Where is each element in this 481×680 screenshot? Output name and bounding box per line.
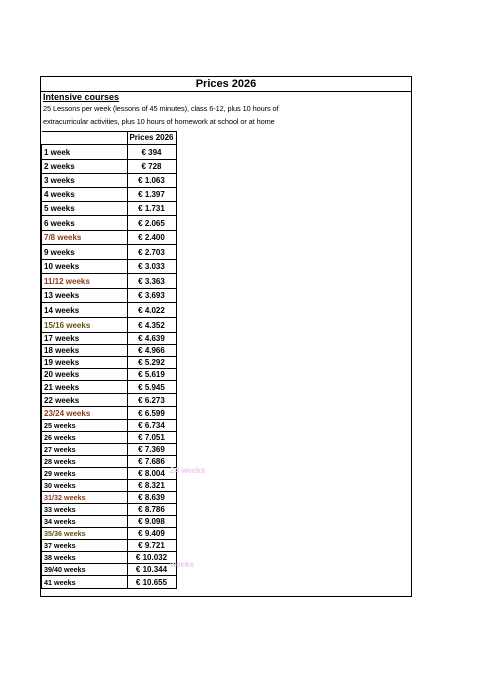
price-cell: € 394 xyxy=(127,145,176,160)
price-cell: € 2.065 xyxy=(127,216,176,231)
table-row xyxy=(42,289,177,303)
price-cell: € 10.655 xyxy=(127,576,176,589)
table-row xyxy=(42,188,177,202)
price-cell: € 10.344 xyxy=(127,564,176,576)
table-row xyxy=(42,564,177,576)
table-row xyxy=(42,202,177,216)
price-cell: € 10.032 xyxy=(127,552,176,564)
weeks-cell: 5 weeks xyxy=(42,202,128,216)
weeks-cell: 11/12 weeks xyxy=(42,274,128,289)
weeks-cell: 39/40 weeks xyxy=(42,564,128,576)
weeks-cell: 13 weeks xyxy=(42,289,128,303)
price-table xyxy=(41,131,177,589)
price-cell: € 728 xyxy=(127,160,176,174)
course-type-heading: Intensive courses xyxy=(43,92,120,102)
price-cell: € 5.619 xyxy=(127,369,176,381)
table-row xyxy=(42,333,177,345)
table-row xyxy=(42,318,177,333)
weeks-cell: 23/24 weeks xyxy=(42,407,128,420)
table-row xyxy=(42,407,177,420)
header-price-cell xyxy=(127,132,176,145)
table-row xyxy=(42,504,177,516)
price-cell: € 2.703 xyxy=(127,245,176,260)
price-cell: € 4.022 xyxy=(127,303,176,318)
price-cell: € 1.063 xyxy=(127,174,176,188)
weeks-cell: 18 weeks xyxy=(42,345,128,357)
price-cell: € 7.369 xyxy=(127,444,176,456)
table-header-row xyxy=(42,132,177,145)
table-row xyxy=(42,432,177,444)
weeks-cell: 3 weeks xyxy=(42,174,128,188)
price-cell: € 6.599 xyxy=(127,407,176,420)
header-weeks-cell xyxy=(42,132,128,145)
weeks-cell: 34 weeks xyxy=(42,516,128,528)
price-cell: € 7.051 xyxy=(127,432,176,444)
table-row xyxy=(42,174,177,188)
weeks-cell: 1 week xyxy=(42,145,128,160)
weeks-cell: 21 weeks xyxy=(42,381,128,394)
weeks-cell: 20 weeks xyxy=(42,369,128,381)
weeks-cell: 26 weeks xyxy=(42,432,128,444)
price-cell: € 6.273 xyxy=(127,394,176,407)
weeks-cell: 22 weeks xyxy=(42,394,128,407)
course-description: 25 Lessons per week (lessons of 45 minutes), class 6-12, plus 10 hours of extracurricular activities, plus 10 hours of homework at school or at home xyxy=(43,104,279,126)
price-cell: € 5.292 xyxy=(127,357,176,369)
price-cell: € 9.098 xyxy=(127,516,176,528)
weeks-cell: 27 weeks xyxy=(42,444,128,456)
table-row xyxy=(42,492,177,504)
price-cell: € 4.966 xyxy=(127,345,176,357)
price-cell: € 3.363 xyxy=(127,274,176,289)
price-cell: € 3.033 xyxy=(127,260,176,274)
price-cell: € 1.397 xyxy=(127,188,176,202)
price-cell: € 4.639 xyxy=(127,333,176,345)
table-row xyxy=(42,576,177,589)
price-rows xyxy=(42,145,177,589)
weeks-cell: 30 weeks xyxy=(42,480,128,492)
table-row xyxy=(42,160,177,174)
weeks-cell: 9 weeks xyxy=(42,245,128,260)
table-row xyxy=(42,216,177,231)
weeks-cell: 25 weeks xyxy=(42,420,128,432)
weeks-cell: 19 weeks xyxy=(42,357,128,369)
price-cell: € 1.731 xyxy=(127,202,176,216)
price-cell: € 7.686 xyxy=(127,456,176,468)
price-cell: € 2.400 xyxy=(127,231,176,245)
table-row xyxy=(42,303,177,318)
price-cell: € 9.409 xyxy=(127,528,176,540)
table-row xyxy=(42,394,177,407)
price-cell: € 4.352 xyxy=(127,318,176,333)
weeks-cell: 4 weeks xyxy=(42,188,128,202)
price-cell: € 8.786 xyxy=(127,504,176,516)
table-row xyxy=(42,274,177,289)
table-row xyxy=(42,456,177,468)
table-row xyxy=(42,357,177,369)
weeks-cell: 31/32 weeks xyxy=(42,492,128,504)
table-row xyxy=(42,480,177,492)
price-cell: € 5.945 xyxy=(127,381,176,394)
ghost-text-row28: 24 weeks xyxy=(170,466,206,475)
price-cell: € 8.639 xyxy=(127,492,176,504)
ghost-text-row38: weeks xyxy=(170,560,195,569)
table-row xyxy=(42,369,177,381)
table-row xyxy=(42,468,177,480)
table-row xyxy=(42,260,177,274)
weeks-cell: 7/8 weeks xyxy=(42,231,128,245)
price-cell: € 8.321 xyxy=(127,480,176,492)
weeks-cell: 33 weeks xyxy=(42,504,128,516)
price-cell: € 9.721 xyxy=(127,540,176,552)
weeks-cell: 35/36 weeks xyxy=(42,528,128,540)
sheet-title: Prices 2026 xyxy=(195,78,257,90)
weeks-cell: 37 weeks xyxy=(42,540,128,552)
weeks-cell: 10 weeks xyxy=(42,260,128,274)
weeks-cell: 41 weeks xyxy=(42,576,128,589)
table-row xyxy=(42,552,177,564)
weeks-cell: 29 weeks xyxy=(42,468,128,480)
table-row xyxy=(42,528,177,540)
header-price-label: Prices 2026 xyxy=(129,133,174,142)
price-sheet xyxy=(40,76,412,597)
table-row xyxy=(42,420,177,432)
price-cell: € 6.734 xyxy=(127,420,176,432)
weeks-cell: 38 weeks xyxy=(42,552,128,564)
table-row xyxy=(42,145,177,160)
table-row xyxy=(42,231,177,245)
table-row xyxy=(42,381,177,394)
weeks-cell: 2 weeks xyxy=(42,160,128,174)
weeks-cell: 28 weeks xyxy=(42,456,128,468)
weeks-cell: 14 weeks xyxy=(42,303,128,318)
table-row xyxy=(42,245,177,260)
price-cell: € 8.004 xyxy=(127,468,176,480)
price-cell: € 3.693 xyxy=(127,289,176,303)
weeks-cell: 15/16 weeks xyxy=(42,318,128,333)
table-row xyxy=(42,540,177,552)
weeks-cell: 6 weeks xyxy=(42,216,128,231)
table-row xyxy=(42,516,177,528)
weeks-cell: 17 weeks xyxy=(42,333,128,345)
table-row xyxy=(42,345,177,357)
table-row xyxy=(42,444,177,456)
